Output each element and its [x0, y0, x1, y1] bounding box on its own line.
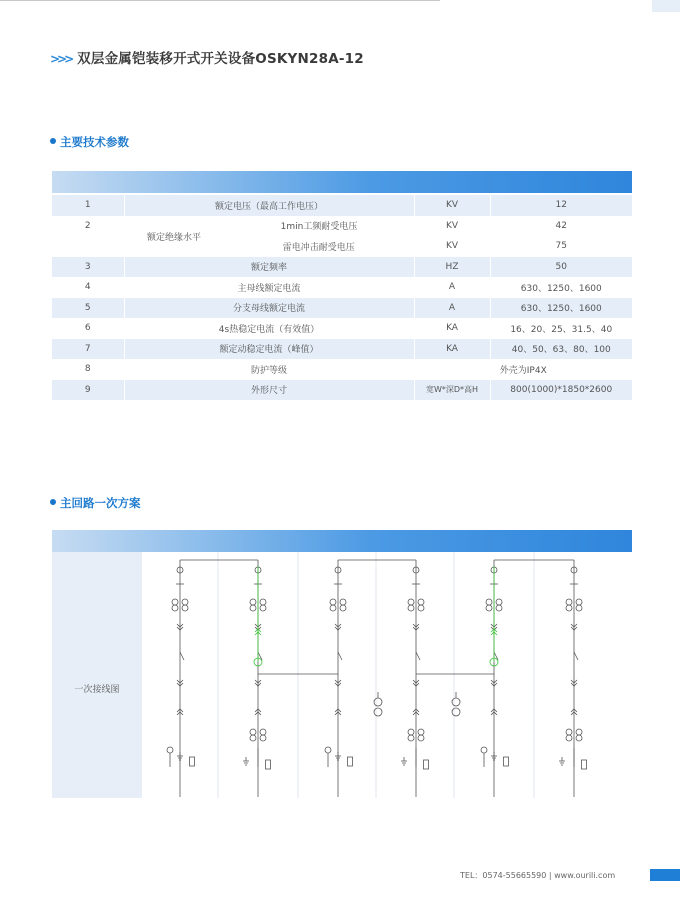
- breaker-symbol: [338, 652, 342, 660]
- breaker-symbol: [574, 652, 578, 660]
- params-heading: [50, 134, 129, 150]
- table-row: [52, 277, 632, 298]
- cell-value: 800(1000)*1850*2600: [490, 380, 632, 401]
- cell-name: 分支母线额定电流: [124, 298, 414, 319]
- ct-symbol: [496, 599, 502, 605]
- triple-chevron-icon: >>>: [50, 52, 72, 66]
- cell-value: 12: [490, 195, 632, 216]
- cell-no: 1: [52, 195, 124, 216]
- ct-symbol: [250, 599, 256, 605]
- wiring-diagram-svg: [142, 552, 632, 798]
- cell-value: 630、1250、1600: [490, 277, 632, 298]
- footer-contact: TEL：0574-55665590 | www.ourili.com: [460, 871, 616, 880]
- table-row: [52, 339, 632, 360]
- ct-symbol: [576, 729, 582, 735]
- cell-unit: KA: [414, 318, 490, 339]
- ct-symbol: [418, 605, 424, 611]
- top-rule: [0, 0, 440, 1]
- cell-no: 8: [52, 359, 124, 380]
- ct-symbol: [260, 729, 266, 735]
- cell-value: 630、1250、1600: [490, 298, 632, 319]
- ct-symbol: [250, 729, 256, 735]
- ct-symbol: [260, 605, 266, 611]
- cell-value: 16、20、25、31.5、40: [490, 318, 632, 339]
- pt-symbol: [452, 708, 460, 716]
- bullet-icon: [50, 499, 56, 505]
- ct-symbol: [576, 599, 582, 605]
- circuit-heading-text: 主回路一次方案: [60, 496, 141, 510]
- table-row: [52, 216, 632, 237]
- ct-symbol: [182, 605, 188, 611]
- ct-symbol: [408, 729, 414, 735]
- cell-name: 额定电压（最高工作电压）: [124, 195, 414, 216]
- cell-value: 75: [490, 236, 632, 257]
- cell-name: 1min工频耐受电压: [224, 216, 414, 237]
- ct-symbol: [340, 599, 346, 605]
- ct-symbol: [408, 735, 414, 741]
- cell-name: 外形尺寸: [124, 380, 414, 401]
- cell-name: 4s热稳定电流（有效值）: [124, 318, 414, 339]
- ct-symbol: [486, 599, 492, 605]
- cell-value: 42: [490, 216, 632, 237]
- cell-no: 5: [52, 298, 124, 319]
- cell-name: 防护等级: [124, 359, 414, 380]
- ct-symbol: [408, 605, 414, 611]
- fuse-symbol: [190, 757, 195, 766]
- cell-no: 6: [52, 318, 124, 339]
- cell-name: 额定频率: [124, 257, 414, 278]
- ct-symbol: [408, 599, 414, 605]
- page-title: [50, 47, 364, 67]
- ct-symbol: [330, 605, 336, 611]
- ct-symbol: [172, 599, 178, 605]
- indicator-symbol: [167, 747, 173, 753]
- cell-no: 7: [52, 339, 124, 360]
- ct-symbol: [496, 605, 502, 611]
- ct-symbol: [566, 599, 572, 605]
- indicator-symbol: [325, 747, 331, 753]
- ct-symbol: [260, 599, 266, 605]
- cell-name: 主母线额定电流: [124, 277, 414, 298]
- ct-symbol: [418, 729, 424, 735]
- table-row: [52, 257, 632, 278]
- pt-symbol: [374, 698, 382, 706]
- table-row: [52, 195, 632, 216]
- ct-symbol: [418, 735, 424, 741]
- footer-accent-bar: [650, 869, 680, 881]
- bullet-icon: [50, 138, 56, 144]
- ct-symbol: [486, 605, 492, 611]
- cell-group: 额定绝缘水平: [124, 216, 224, 257]
- fuse-symbol: [582, 760, 587, 769]
- ct-symbol: [172, 605, 178, 611]
- ct-symbol: [182, 599, 188, 605]
- ct-symbol: [250, 735, 256, 741]
- cell-no: 9: [52, 380, 124, 401]
- fuse-symbol: [504, 757, 509, 766]
- cell-value: 外壳为IP4X: [414, 359, 632, 380]
- ct-symbol: [566, 735, 572, 741]
- wiring-diagram-box: [52, 552, 632, 798]
- cell-unit: 宽W*深D*高H: [414, 380, 490, 401]
- ct-symbol: [418, 599, 424, 605]
- diagram-row-label: 一次接线图: [74, 685, 120, 695]
- cell-unit: HZ: [414, 257, 490, 278]
- ct-symbol: [250, 605, 256, 611]
- ct-symbol: [566, 605, 572, 611]
- cell-no: 2: [52, 216, 124, 257]
- params-table: [52, 195, 632, 400]
- cell-value: 40、50、63、80、100: [490, 339, 632, 360]
- table-row: [52, 359, 632, 380]
- pt-symbol: [452, 698, 460, 706]
- pt-symbol: [374, 708, 382, 716]
- cell-unit: KA: [414, 339, 490, 360]
- diagram-header-band: [52, 530, 632, 552]
- diagram-panel-area: [142, 552, 632, 798]
- cell-value: 50: [490, 257, 632, 278]
- cell-no: 3: [52, 257, 124, 278]
- breaker-symbol: [180, 652, 184, 660]
- ct-symbol: [576, 735, 582, 741]
- corner-tab: [652, 0, 680, 12]
- cell-name: 雷电冲击耐受电压: [224, 236, 414, 257]
- indicator-symbol: [481, 747, 487, 753]
- cell-unit: KV: [414, 236, 490, 257]
- params-heading-text: 主要技术参数: [60, 135, 129, 149]
- fuse-symbol: [348, 757, 353, 766]
- fuse-symbol: [266, 760, 271, 769]
- breaker-symbol: [416, 652, 420, 660]
- ct-symbol: [566, 729, 572, 735]
- ct-symbol: [330, 599, 336, 605]
- fuse-symbol: [424, 760, 429, 769]
- page-title-text: 双层金属铠装移开式开关设备OSKYN28A-12: [77, 51, 364, 67]
- cell-no: 4: [52, 277, 124, 298]
- ct-symbol: [340, 605, 346, 611]
- cell-unit: A: [414, 277, 490, 298]
- table-row: [52, 318, 632, 339]
- cell-unit: KV: [414, 195, 490, 216]
- table-row: [52, 298, 632, 319]
- cell-unit: A: [414, 298, 490, 319]
- ct-symbol: [576, 605, 582, 611]
- ct-symbol: [260, 735, 266, 741]
- params-table-header-band: [52, 171, 632, 193]
- table-row: [52, 380, 632, 401]
- cell-unit: KV: [414, 216, 490, 237]
- cell-name: 额定动稳定电流（峰值）: [124, 339, 414, 360]
- circuit-heading: [50, 495, 141, 511]
